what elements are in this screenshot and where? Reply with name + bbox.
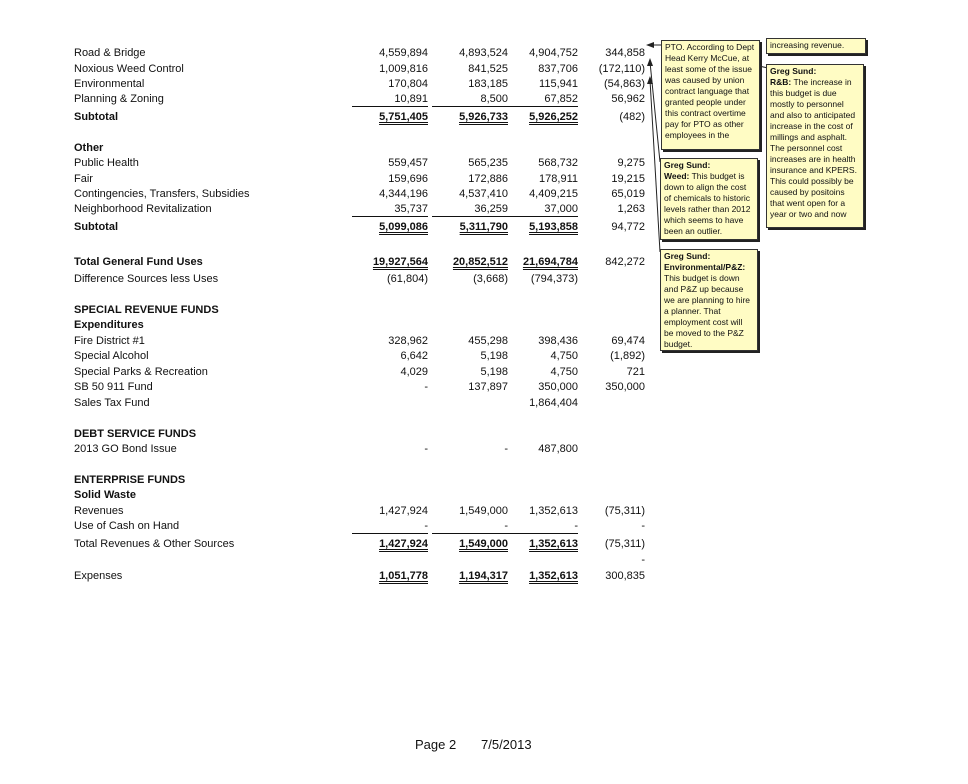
row-label: 2013 GO Bond Issue — [74, 443, 177, 455]
cell-actual-2011: 35,737 — [348, 201, 428, 217]
cell-budget-2013: 1,352,613 — [529, 505, 578, 517]
cell-difference: 300,835 — [605, 570, 645, 582]
page-number: Page 2 — [415, 737, 457, 752]
cell-actual-2011: 10,891 — [348, 91, 428, 107]
cell-actual-2012: 8,500 — [428, 91, 508, 107]
comment-note-top-right[interactable] — [766, 38, 866, 54]
cell-difference: 65,019 — [611, 188, 645, 200]
note-prefix: R&B: — [770, 77, 792, 87]
cell-actual-2012: 20,852,512 — [452, 256, 508, 268]
row-label: Total General Fund Uses — [74, 256, 203, 268]
row-label: Use of Cash on Hand — [74, 520, 180, 532]
table-row — [0, 271, 968, 287]
cell-budget-2013: 1,352,613 — [529, 538, 578, 550]
row-label: Subtotal — [74, 221, 118, 233]
section-subheading — [0, 317, 968, 333]
comment-note-rb[interactable] — [766, 64, 864, 228]
cell-budget-2013: 4,750 — [550, 366, 578, 378]
note-prefix: Weed: — [664, 171, 690, 181]
section-heading — [0, 426, 968, 442]
comment-note-pto[interactable] — [661, 40, 760, 150]
cell-budget-2013: - — [498, 518, 578, 534]
table-row — [0, 364, 968, 380]
section-heading — [0, 302, 968, 318]
row-label: Noxious Weed Control — [74, 63, 184, 75]
cell-actual-2011: 328,962 — [388, 335, 428, 347]
total-row — [0, 254, 968, 270]
cell-difference: (482) — [619, 111, 645, 123]
cell-difference: 19,215 — [611, 173, 645, 185]
cell-difference: (172,110) — [598, 63, 645, 75]
table-row — [0, 348, 968, 364]
note-text: The increase in this budget is due mostly to personnel and also to anticipated increase in the cost of millings and asphalt. The personnel cost increases are in health insurance and KPERS. This could possibly be caused by positoins that went open for a year or two and now — [770, 77, 857, 219]
cell-difference: 9,275 — [617, 157, 645, 169]
row-label: SB 50 911 Fund — [74, 381, 153, 393]
note-prefix: Environmental/P&Z: — [664, 262, 746, 272]
cell-actual-2012: 455,298 — [468, 335, 508, 347]
cell-actual-2012: (3,668) — [473, 273, 508, 285]
cell-difference: 69,474 — [611, 335, 645, 347]
section-subheading — [0, 487, 968, 503]
cell-actual-2011: 5,751,405 — [379, 111, 428, 123]
cell-budget-2013: 37,000 — [498, 201, 578, 217]
cell-difference: (75,311) — [604, 538, 645, 550]
cell-budget-2013: 21,694,784 — [522, 256, 578, 268]
cell-actual-2012: 5,198 — [480, 350, 508, 362]
cell-actual-2012: 5,926,733 — [459, 111, 508, 123]
comment-note-environmental[interactable] — [660, 249, 758, 351]
cell-actual-2012: 841,525 — [468, 63, 508, 75]
cell-budget-2013: 5,193,858 — [529, 221, 578, 233]
row-label: Road & Bridge — [74, 47, 146, 59]
cell-actual-2012: 5,311,790 — [459, 221, 508, 233]
table-row — [0, 552, 968, 568]
cell-actual-2011: 1,427,924 — [379, 538, 428, 550]
cell-actual-2011: 4,344,196 — [379, 188, 428, 200]
cell-actual-2012: 172,886 — [468, 173, 508, 185]
cell-actual-2011: 6,642 — [400, 350, 428, 362]
cell-budget-2013: 178,911 — [539, 173, 578, 185]
note-author: Greg Sund: — [664, 251, 711, 261]
row-label: Environmental — [74, 78, 145, 90]
row-label: Planning & Zoning — [74, 93, 164, 105]
cell-actual-2011: 5,099,086 — [379, 221, 428, 233]
debt-service-heading: DEBT SERVICE FUNDS — [74, 428, 197, 440]
cell-difference: - — [641, 520, 645, 532]
row-label: Fair — [74, 173, 93, 185]
cell-actual-2012: 1,549,000 — [459, 538, 508, 550]
cell-actual-2011: (61,804) — [387, 273, 428, 285]
row-label: Expenses — [74, 570, 123, 582]
row-label: Difference Sources less Uses — [74, 273, 219, 285]
table-row — [0, 568, 968, 584]
section-heading — [0, 472, 968, 488]
cell-budget-2013: 5,926,252 — [529, 111, 578, 123]
total-row — [0, 536, 968, 552]
cell-difference: (1,892) — [610, 350, 645, 362]
cell-actual-2012: 183,185 — [468, 78, 508, 90]
cell-actual-2011: 159,696 — [388, 173, 428, 185]
cell-actual-2011: 559,457 — [388, 157, 428, 169]
cell-difference: 350,000 — [605, 381, 645, 393]
table-row — [0, 395, 968, 411]
cell-actual-2012: 137,897 — [468, 381, 508, 393]
row-label: Public Health — [74, 157, 139, 169]
cell-actual-2012: - — [504, 443, 508, 455]
cell-budget-2013: 568,732 — [538, 157, 578, 169]
cell-budget-2013: (794,373) — [530, 273, 578, 285]
cell-difference: - — [641, 554, 645, 566]
cell-actual-2012: 4,893,524 — [459, 47, 508, 59]
solid-waste-heading: Solid Waste — [74, 489, 136, 501]
row-label: Revenues — [74, 505, 124, 517]
note-text: increasing revenue. — [770, 40, 845, 50]
cell-budget-2013: 4,409,215 — [529, 188, 578, 200]
cell-actual-2011: 1,009,816 — [379, 63, 428, 75]
cell-difference: 721 — [626, 366, 645, 378]
row-label: Total Revenues & Other Sources — [74, 538, 235, 550]
cell-actual-2011: 170,804 — [388, 78, 428, 90]
cell-actual-2011: - — [424, 381, 428, 393]
row-label: Fire District #1 — [74, 335, 145, 347]
table-row — [0, 441, 968, 457]
cell-actual-2012: 4,537,410 — [459, 188, 508, 200]
row-label: Contingencies, Transfers, Subsidies — [74, 188, 250, 200]
cell-budget-2013: 487,800 — [538, 443, 578, 455]
cell-actual-2011: 1,051,778 — [379, 570, 428, 582]
table-row — [0, 333, 968, 349]
cell-budget-2013: 67,852 — [498, 91, 578, 107]
cell-budget-2013: 837,706 — [538, 63, 578, 75]
cell-budget-2013: 398,436 — [538, 335, 578, 347]
special-revenue-heading: SPECIAL REVENUE FUNDS — [74, 304, 219, 316]
cell-actual-2012: 36,259 — [428, 201, 508, 217]
cell-actual-2011: 4,559,894 — [379, 47, 428, 59]
note-author: Greg Sund: — [770, 66, 817, 76]
row-label: Neighborhood Revitalization — [74, 203, 212, 215]
table-row — [0, 379, 968, 395]
cell-actual-2012: 5,198 — [480, 366, 508, 378]
table-row — [0, 503, 968, 519]
cell-actual-2012: 1,194,317 — [459, 570, 508, 582]
cell-budget-2013: 115,941 — [539, 78, 578, 90]
expenditures-heading: Expenditures — [74, 319, 144, 331]
enterprise-heading: ENTERPRISE FUNDS — [74, 474, 186, 486]
cell-difference: (54,863) — [604, 78, 645, 90]
note-text: This budget is down to align the cost of chemicals to historic levels rather than 2012 which seems to have been an outlier. — [664, 171, 751, 236]
cell-budget-2013: 1,864,404 — [529, 397, 578, 409]
cell-actual-2012: 565,235 — [468, 157, 508, 169]
table-row — [0, 518, 968, 534]
cell-actual-2012: 1,549,000 — [459, 505, 508, 517]
cell-budget-2013: 1,352,613 — [529, 570, 578, 582]
cell-actual-2011: - — [424, 443, 428, 455]
row-label: Sales Tax Fund — [74, 397, 150, 409]
row-label: Subtotal — [74, 111, 118, 123]
row-label: Special Alcohol — [74, 350, 149, 362]
cell-actual-2011: 4,029 — [400, 366, 428, 378]
cell-actual-2011: 1,427,924 — [379, 505, 428, 517]
cell-actual-2012: - — [428, 518, 508, 534]
cell-difference: (75,311) — [604, 505, 645, 517]
cell-difference: 344,858 — [605, 47, 645, 59]
row-label: Special Parks & Recreation — [74, 366, 208, 378]
note-author: Greg Sund: — [664, 160, 711, 170]
cell-actual-2011: 19,927,564 — [372, 256, 428, 268]
note-text: This budget is down and P&Z up because we are planning to hire a planner. That employment cost will be moved to the P&Z budget. — [664, 273, 751, 349]
cell-actual-2011: - — [348, 518, 428, 534]
note-text: PTO. According to Dept Head Kerry McCue, at least some of the issue was caused by union contract language that granted people under this contract overtime pay for PTO as other employees in the — [665, 42, 755, 140]
cell-budget-2013: 350,000 — [538, 381, 578, 393]
comment-note-weed[interactable] — [660, 158, 758, 240]
cell-difference: 842,272 — [605, 256, 645, 268]
cell-difference: 94,772 — [611, 221, 645, 233]
cell-budget-2013: 4,904,752 — [529, 47, 578, 59]
page-date: 7/5/2013 — [481, 737, 532, 752]
cell-budget-2013: 4,750 — [550, 350, 578, 362]
cell-difference: 56,962 — [611, 93, 645, 105]
other-heading: Other — [74, 142, 104, 154]
cell-difference: 1,263 — [617, 203, 645, 215]
